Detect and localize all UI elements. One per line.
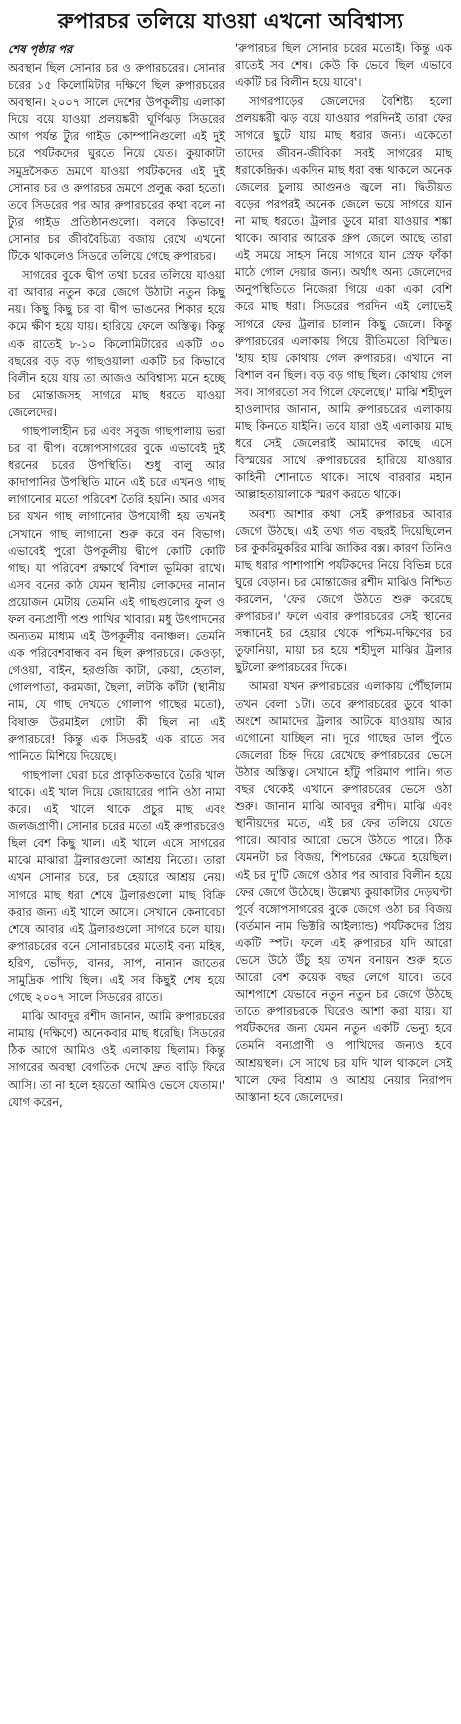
paragraph: গাছপালাহীন চর এবং সবুজ গাছপালায় ভরা চর বা দ্বীপ। বঙ্গোপসাগরের বুকে এভাবেই দুই ধরনের চরের উপস্থিতি। শুধু বালু আর কাদাপানির উপস্থিতি মানে এই চরে এখনও গাছ লাগানোর মতো পরিবেশ তৈরি হয়নি। আর এসব চর যখন গাছ লাগানোর উপযোগী হয় তখনই সেখানে গাছ লাগানো শুরু করে বন বিভাগ। এভাবেই পুরো উপকূলীয় দ্বীপে কোটি কোটি গাছ। যা পরিবেশ রক্ষার্থে বিশাল ভূমিকা রাখে। এসব বনের কাঠ যেমন স্থানীয় লোকদের নানান প্রয়োজন মেটায় তেমনি এই গাছগুলোর ফুল ও ফল বন্যপ্রাণী পশু পাখির খাবার। মধু উৎপাদনের অন্যতম মাধ্যম এই উপকূলীয় বনাঞ্চল। তেমনি এক পরিবেশবান্ধব বন ছিল রুপারচরে। কেওড়া, গেওয়া, বাইন, হরগুজি কাটা, কেয়া, হেতাল, গোলপাতা, করমজা, ছৈলা, লটকি কাঁটা (স্থানীয় নাম, যে গাছ দেখতে গোলাপ গাছের মতো), বিষাক্ত উরমাইল গোটা কী ছিল না এই রুপারচরে! কিন্তু এক সিডরই এক রাতে সব পানিতে মিশিয়ে দিয়েছে। (8, 423, 225, 763)
paragraph: অবস্থান ছিল সোনার চর ও রুপারচরের। সোনার চরের ১৫ কিলোমিটার দক্ষিণে ছিল রুপারচরের অবস্থান। ২০০৭ সালে দেশের উপকূলীয় এলাকা দিয়ে বয়ে যাওয়া প্রলয়ঙ্করী ঘূর্ণিঝড় সিডরের আগ পর্যন্ত ট্যুর গাইড কোম্পানিগুলো এই দুই চরে পর্যটকদের ঘুরতে নিয়ে যেত। কুয়াকাটা সমুদ্রসৈকত ভ্রমণে যাওয়া পর্যটকদের এই দুই সোনার চর ও রুপারচর ভ্রমণে প্রলুব্ধ করা হতো। তবে সিডরের পর আর রুপারচরের কথা বলে না ট্যুর গাইড প্রতিষ্ঠানগুলো। বলবে কিভাবে! সোনার চর জীববৈচিত্র্য বজায় রেখে এখনো টিকে থাকলেও সিডরে তলিয়ে গেছে রুপারচর। (8, 61, 225, 264)
paragraph: 'রুপারচর ছিল সোনার চরের মতোই। কিন্তু এক রাতেই সব শেষ। কেউ কি ভেবে ছিল এভাবে একটি চর বিলীন হয়ে যাবে'। (235, 41, 452, 90)
paragraph: গাছপালা ঘেরা চরে প্রাকৃতিকভাবে তৈরি খাল থাকে। এই খাল দিয়ে জোয়ারের পানি ওঠা নামা করে। এই খালে থাকে প্রচুর মাছ এবং জলজপ্রাণী। সোনার চরের মতো এই রুপারচরেও ছিল বেশ কিছু খাল। এই খালে এসে সাগরের মাঝে মাঝারা ট্রলারগুলো আশ্রয় নিতো। তারা এখন সোনার চরে, চর হেয়ারে আশ্রয় নেয়। সাগরে মাছ ধরা শেষে ট্রলারগুলো মাছ বিক্রি করার জন্য এই খালে আসে। সেখানে কেনাবেচা শেষে আবার এই ট্রলারগুলো সাগরে চলে যায়। রুপারচরের বনে সোনারচরের মতোই বন্য মহিষ, হরিণ, ভোঁদড়, বানর, সাপ, নানান জাতের সামুদ্রিক পাখি ছিল। এই সব কিছুই শেষ হয়ে গেছে ২০০৭ সালে সিডরের রাতে। (8, 767, 225, 1005)
paragraph: সাগরপাড়ের জেলেদের বৈশিষ্ট্য হলো প্রলয়ঙ্করী ঝড় বয়ে যাওয়ার পরদিনই তারা ফের সাগরে ছুটে যায় মাছ ধরার জন্য। একেতো তাদের জীবন-জীবিকা সবই সাগরের মাছ ধরাকেন্দ্রিক। একদিন মাছ ধরা বন্ধ থাকলে অনেক জেলের চুলায় আগুনও জ্বলে না। দ্বিতীয়ত বড়ের পরপরই অনেক জেলে ভয়ে সাগরে যান না মাছ ধরতে। ট্রলার ডুবে মারা যাওয়ার শঙ্কা থাকে। আবার আরেক গ্রুপ জেলে আছে তারা এই সময়ে সাহস নিয়ে সাগরে যান স্রেফ ফাঁকা মাঠে গোল দেয়ার জন্য। অর্থাৎ অন্য জেলেদের অনুপস্থিতিতে নিজেরা গিয়ে একা একা বেশি করে মাছ ধরা। সিডরের পরদিন এই লোভেই সাগরে ফের ট্রলার চালান কিছু জেলে। কিন্তু রুপারচরের এলাকায় গিয়ে রীতিমতো বিস্মিত। 'হায় হায় কোথায় গেল রুপারচর। এখানে না বিশাল বন ছিল। বড় বড় গাছ ছিল। কোথায় গেল সব। সাগরতো সব গিলে ফেলেছে।' মাঝি শহীদুল হাওলাদার জানান, আমি রুপারচরের এলাকায় মাছ কিনতে যাইনি। তবে যারা ওই এলাকায় মাছ ধরে সেই জেলেরাই আমাদের কাছে এসে বিস্ময়ের সাথে রুপারচরের হারিয়ে যাওয়ার কাহিনী শোনাতে থাকে। সাথে বারবার মহান আল্লাহতায়ালাকে স্মরণ করতে থাকে। (235, 94, 452, 502)
paragraph: মাঝি আবদুর রশীদ জানান, আমি রুপারচরের নামায় (দক্ষিণে) অনেকবার মাছ ধরেছি। সিডরের ঠিক আগে আমিও ওই এলাকায় ছিলাম। কিন্তু সাগরের অবস্থা বেগতিক দেখে দ্রুত বাড়ি ফিরে আসি। তা না হলে হয়তো আমিও ভেসে যেতাম।' যোগ করেন, (8, 1009, 225, 1109)
article-body (8, 40, 453, 1113)
right-column (235, 40, 452, 1113)
left-column (8, 40, 225, 1113)
paragraph: আমরা যখন রুপারচরের এলাকায় পৌঁছালাম তখন বেলা ১টা। তবে রুপারচরের ডুবে থাকা অংশে আমাদের ট্রলার আটকে যাওয়ায় আর এগোনো যাচ্ছিল না। দূরে গাছের ডাল পুঁতে জেলেরা চিহ্ন দিয়ে রেখেছে রুপারচরের ভেসে উঠার অস্তিত্ব। সেখানে হাঁটু পরিমাণ পানি। গত বছর থেকেই এখানে রুপারচরের ভেসে ওঠা শুরু। জানান মাঝি আবদুর রশীদ। মাঝি এবং স্থানীয়দের মতে, এই চর ফের তলিয়ে যেতে পারে। আবার আরো ভেসে উঠতে পারে। ঠিক যেমনটা চর বিজয়, শিপচরের ক্ষেত্রে হয়েছিল। এই চর দু'টি জেগে ওঠার পর আবার বিলীন হয়ে ফের জেগে উঠেছে। উল্লেখ্য কুয়াকাটার দেড়ঘণ্টা পূর্বে বঙ্গোপসাগরের বুকে জেগে ওঠা চর বিজয় (বর্তমান নাম ভিক্টরি আইল্যান্ড) পর্যটকদের প্রিয় একটি স্পট। ফলে এই রুপারচর যদি আরো ভেসে উঠে উঁচু হয় তখন বনায়ন শুরু হতে আরো বেশ কয়েক বছর লেগে যাবে। তবে আশপাশে যেভাবে নতুন নতুন চর জেগে উঠছে তাতে রুপারচরকে ঘিরেও আশা করা যায়। যা পর্যটকদের জন্য যেমন নতুন একটি ভেন্যু হবে তেমনি বন্যপ্রাণী ও পাখিদের জন্যও হবে আশ্রয়স্থল। সে সাথে চর যদি খাল থাকলে সেই খালে ফের বিশ্রাম ও আশ্রয় নেয়ার নিরাপদ আস্তানা হবে জেলেদের। (235, 679, 452, 1104)
paragraph: সাগরের বুকে দ্বীপ তথা চরের তলিয়ে যাওয়া বা আবার নতুন করে জেগে উঠাটা নতুন কিছু নয়। কিছু কিছু চর বা দ্বীপ ভাঙনের শিকার হয়ে কমে ক্ষীণ হয়ে যায়। হারিয়ে ফেলে অস্তিত্ব। কিন্তু এক রাতেই ৮-১০ কিলোমিটারের একটি ৩০ বছরের বড় বড় গাছওয়ালা একটি চর কিভাবে বিলীন হয়ে যায় তা আজও অবিশ্বাস্য মনে হচ্ছে চর মোন্তাজসহ সাগরে মাছ ধরতে যাওয়া জেলেদের। (8, 268, 225, 419)
paragraph: অবশ্য আশার কথা সেই রুপারচর আবার জেগে উঠছে। এই তথ্য গত বছরই দিয়েছিলেন চর কুকরিমুকরির মাঝি জাকির বক্স। কারণ তিনিও মাছ ধরার পাশাপাশি পর্যটকদের নিয়ে বিভিন্ন চরে ঘুরে বেড়ান। চর মোন্তাজের রশীদ মাঝিও নিশ্চিত করলেন, 'ফের জেগে উঠতে শুরু করেছে রুপারচর।' ফলে এবার রুপারচরের সেই স্থানের সন্ধানেই চর হেয়ার থেকে পশ্চিম-দক্ষিণের চর তুফানিয়া, মায়া চর হয়ে শহীদুল মাঝির ট্রলার ছুটলো রুপারচরের দিকে। (235, 506, 452, 675)
continuation-kicker: শেষ পৃষ্ঠার পর (8, 42, 73, 56)
headline: রুপারচর তলিয়ে যাওয়া এখনো অবিশ্বাস্য (57, 9, 404, 33)
